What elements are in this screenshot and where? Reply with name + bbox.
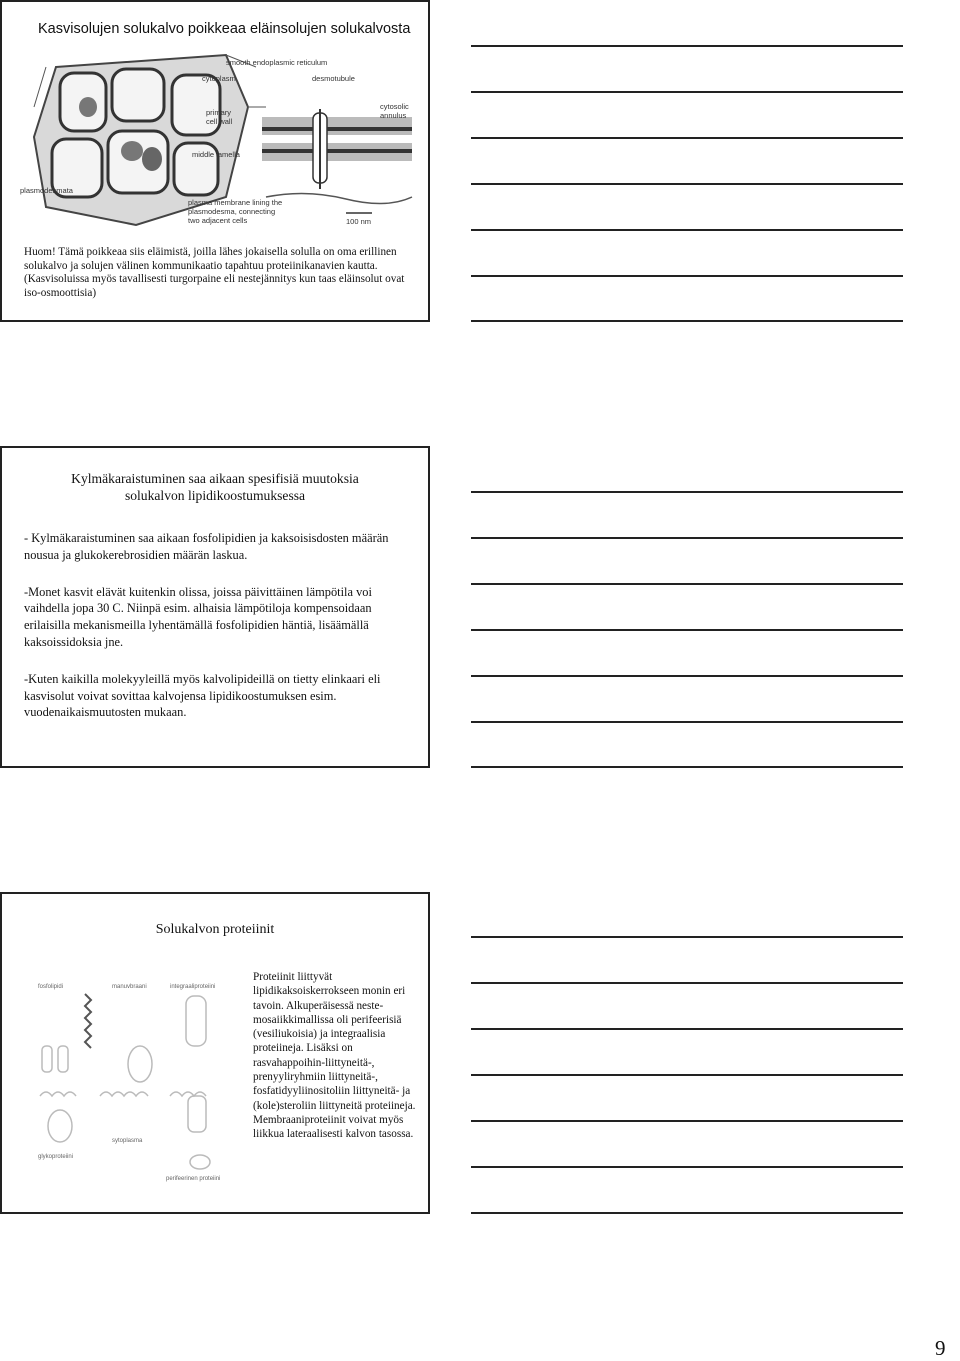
note-line: [471, 91, 903, 93]
slide-2-paragraph-2: -Monet kasvit elävät kuitenkin olissa, joissa päivittäinen lämpötila voi vaihdella jopa 30 C. Niinpä esim. alhaisia lämpötiloja kompensoidaan erilaisilla mekanismeilla lyhentämällä fosfolipidien häntiä, lisäämällä kaksoissidoksia jne.: [24, 584, 372, 649]
note-line: [471, 275, 903, 277]
slide-2-title: [2, 470, 428, 504]
note-line: [471, 537, 903, 539]
membrane-protein-figure: [30, 976, 244, 1186]
note-line: [471, 982, 903, 984]
plasmodesma-detail-drawing: [262, 109, 412, 213]
note-line: [471, 766, 903, 768]
note-line: [471, 721, 903, 723]
note-line: [471, 45, 903, 47]
label-cytoplasm: cytoplasm: [202, 74, 236, 83]
note-line: [471, 675, 903, 677]
note-line: [471, 229, 903, 231]
label-manuvbraani: manuvbraani: [112, 984, 147, 990]
slide-2-title-line-2: solukalvon lipidikoostumuksessa: [124, 488, 306, 503]
note-line: [471, 1120, 903, 1122]
slide-2-body: [24, 530, 419, 741]
label-fosfolipidi: fosfolipidi: [38, 984, 64, 990]
plasmodesmata-figure: [16, 47, 420, 237]
note-line: [471, 1212, 903, 1214]
note-line: [471, 1074, 903, 1076]
slide-3: [0, 892, 430, 1214]
page-number: 9: [935, 1336, 946, 1360]
note-line: [471, 491, 903, 493]
label-scale: 100 nm: [346, 217, 372, 226]
note-line: [471, 583, 903, 585]
label-plasmodesmata: plasmodesmata: [20, 186, 73, 195]
label-glykoproteiini: glykoproteiini: [38, 1154, 74, 1160]
slide-2-paragraph-3: -Kuten kaikilla molekyyleillä myös kalvolipideillä on tietty elinkaari eli kasvisolut voivat sovittaa kalvojensa lipidikoostumuksen esim. vuodenaikaismuutosten mukaan.: [24, 671, 381, 720]
label-primary-1: primary: [206, 108, 232, 117]
note-line: [471, 1028, 903, 1030]
note-line: [471, 183, 903, 185]
label-integraaliproteiini: integraaliproteiini: [170, 984, 216, 990]
note-line: [471, 137, 903, 139]
label-desmotubule: desmotubule: [312, 74, 355, 83]
slide-3-title: Solukalvon proteiinit: [155, 922, 275, 937]
note-line: [471, 936, 903, 938]
slide-2-paragraph-1: - Kylmäkaraistuminen saa aikaan fosfolipidien ja kaksoisisdosten määrän nousua ja glukokerebrosidien määrän laskua.: [24, 531, 389, 562]
slide-1-title: Kasvisolujen solukalvo poikkeaa eläinsolujen solukalvosta: [38, 21, 411, 37]
slide-1-text: Huom! Tämä poikkeaa siis eläimistä, joilla lähes jokaisella solulla on oma erillinen solukalvo ja solujen välinen kommunikaatio tapahtuu proteiinikanavien kautta. (Kasvisoluissa myös tavallisesti turgorpaine eli nestejännitys kun taas eläinsolut ovat iso-osmoottisia): [24, 246, 405, 299]
note-line: [471, 1166, 903, 1168]
slide-3-text: Proteiinit liittyvät lipidikaksoiskerrokseen monin eri tavoin. Alkuperäisessä neste-mosaiikkimallissa oli perifeerisiä (vesiliukoisia) ja integraalisia proteiineja. Lisäksi on rasvahappoihin-liittyneitä-, prenyyliryhmiin liittyneitä-, fosfatidyyliinositoliin liittyneitä- ja (kole)steroliin liittyneitä proteiineja. Membraaniproteiinit voivat myös liikkua lateraalisesti kalvon tasossa.: [253, 971, 416, 1141]
label-cytosolic-1: cytosolic: [380, 102, 409, 111]
label-pm-2: plasmodesma, connecting: [188, 207, 276, 216]
label-pm-1: plasma membrane lining the: [188, 198, 283, 207]
label-primary-2: cell wall: [206, 117, 233, 126]
label-perifeerinen: perifeerinen proteiini: [166, 1176, 221, 1182]
note-line: [471, 629, 903, 631]
note-line: [471, 320, 903, 322]
slide-1: [0, 0, 430, 322]
slide-2: [0, 446, 430, 768]
label-sytoplasma: sytoplasma: [112, 1138, 143, 1144]
label-ser: smooth endoplasmic reticulum: [226, 58, 328, 67]
label-pm-3: two adjacent cells: [188, 216, 248, 225]
label-cytosolic-2: annulus: [380, 111, 407, 120]
label-middle-lamella: middle lamella: [192, 150, 240, 159]
slide-2-title-line-1: Kylmäkaraistuminen saa aikaan spesifisiä muutoksia: [71, 471, 359, 486]
